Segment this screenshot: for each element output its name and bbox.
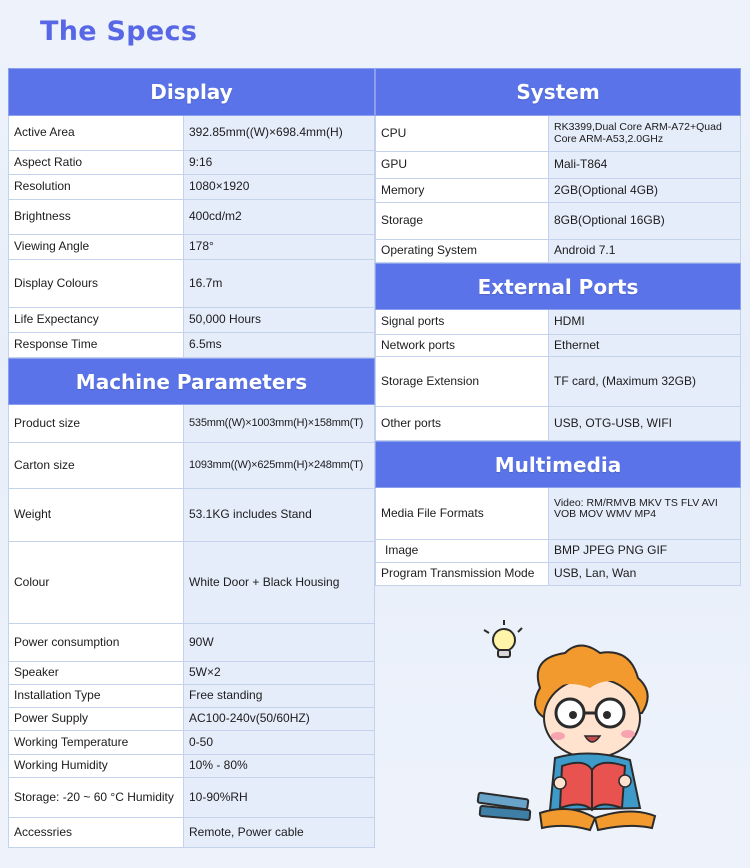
spec-row (375, 335, 741, 357)
spec-value: RK3399,Dual Core ARM-A72+Quad Core ARM-A53,2.0GHz (549, 116, 741, 152)
spec-label: Aspect Ratio (8, 151, 184, 175)
book-stack-icon (478, 793, 531, 821)
spec-label: Display Colours (8, 260, 184, 308)
spec-value: 9:16 (184, 151, 375, 175)
spec-value: 16.7m (184, 260, 375, 308)
machine-parameters-section-header: Machine Parameters (8, 358, 375, 405)
spec-value: HDMI (549, 310, 741, 335)
spec-label: Other ports (375, 407, 549, 441)
spec-row (8, 151, 375, 175)
spec-label: Weight (8, 489, 184, 542)
spec-value: 10-90%RH (184, 778, 375, 818)
spec-label: Response Time (8, 333, 184, 358)
spec-label: Working Humidity (8, 755, 184, 778)
spec-row (8, 308, 375, 333)
spec-label: Installation Type (8, 685, 184, 708)
spec-value: 53.1KG includes Stand (184, 489, 375, 542)
external-ports-section-header: External Ports (375, 263, 741, 310)
spec-row (8, 489, 375, 542)
spec-value: AC100-240v(50/60HZ) (184, 708, 375, 731)
spec-value: 1093mm((W)×625mm(H)×248mm(T) (184, 443, 375, 489)
spec-label: Viewing Angle (8, 235, 184, 260)
spec-value: 8GB(Optional 16GB) (549, 203, 741, 240)
spec-value: 50,000 Hours (184, 308, 375, 333)
spec-row (8, 542, 375, 624)
page-title: The Specs (40, 16, 198, 47)
spec-row (375, 563, 741, 586)
spec-row (375, 357, 741, 407)
spec-value: 0-50 (184, 731, 375, 755)
spec-value: 1080×1920 (184, 175, 375, 200)
spec-row (8, 624, 375, 662)
spec-value: White Door + Black Housing (184, 542, 375, 624)
spec-row (8, 260, 375, 308)
spec-label: Image (375, 540, 549, 563)
spec-value: Video: RM/RMVB MKV TS FLV AVI VOB MOV WMV MP4 (549, 488, 741, 540)
spec-label: Program Transmission Mode (375, 563, 549, 586)
spec-label: Life Expectancy (8, 308, 184, 333)
spec-row (375, 203, 741, 240)
spec-value: 90W (184, 624, 375, 662)
spec-label: Media File Formats (375, 488, 549, 540)
spec-label: Network ports (375, 335, 549, 357)
spec-label: Memory (375, 179, 549, 203)
spec-value: USB, OTG-USB, WIFI (549, 407, 741, 441)
spec-label: Signal ports (375, 310, 549, 335)
spec-row (8, 333, 375, 358)
spec-row (375, 407, 741, 441)
spec-row (8, 116, 375, 151)
spec-value: Android 7.1 (549, 240, 741, 263)
spec-row (8, 175, 375, 200)
spec-row (8, 708, 375, 731)
spec-row (375, 310, 741, 335)
spec-value: 2GB(Optional 4GB) (549, 179, 741, 203)
spec-row (8, 755, 375, 778)
spec-label: Product size (8, 405, 184, 443)
spec-row (8, 778, 375, 818)
spec-label: Operating System (375, 240, 549, 263)
spec-label: Speaker (8, 662, 184, 685)
display-section-header: Display (8, 68, 375, 116)
spec-label: Active Area (8, 116, 184, 151)
spec-row (8, 443, 375, 489)
spec-row (8, 662, 375, 685)
spec-value: 535mm((W)×1003mm(H)×158mm(T) (184, 405, 375, 443)
spec-value: Free standing (184, 685, 375, 708)
spec-row (375, 179, 741, 203)
spec-label: Storage Extension (375, 357, 549, 407)
multimedia-section-header: Multimedia (375, 441, 741, 488)
spec-value: USB, Lan, Wan (549, 563, 741, 586)
spec-value: 10% - 80% (184, 755, 375, 778)
spec-row (375, 116, 741, 152)
spec-row (8, 685, 375, 708)
spec-row (375, 240, 741, 263)
spec-value: 392.85mm((W)×698.4mm(H) (184, 116, 375, 151)
spec-row (375, 540, 741, 563)
reading-kid-illustration (470, 618, 670, 833)
spec-label: GPU (375, 152, 549, 179)
spec-label: Working Temperature (8, 731, 184, 755)
lightbulb-icon (484, 620, 522, 657)
spec-value: 178° (184, 235, 375, 260)
spec-label: Brightness (8, 200, 184, 235)
system-section-header: System (375, 68, 741, 116)
spec-value: 400cd/m2 (184, 200, 375, 235)
spec-value: Mali-T864 (549, 152, 741, 179)
spec-value: Ethernet (549, 335, 741, 357)
spec-value: BMP JPEG PNG GIF (549, 540, 741, 563)
spec-label: Resolution (8, 175, 184, 200)
spec-value: 6.5ms (184, 333, 375, 358)
spec-row (8, 818, 375, 848)
right-spec-column (375, 68, 741, 586)
spec-row (8, 405, 375, 443)
spec-label: Accessries (8, 818, 184, 848)
spec-row (375, 488, 741, 540)
spec-label: CPU (375, 116, 549, 152)
spec-value: TF card, (Maximum 32GB) (549, 357, 741, 407)
spec-row (8, 731, 375, 755)
spec-label: Carton size (8, 443, 184, 489)
spec-label: Power Supply (8, 708, 184, 731)
spec-label: Storage: -20 ~ 60 °C Humidity (8, 778, 184, 818)
spec-label: Storage (375, 203, 549, 240)
spec-label: Power consumption (8, 624, 184, 662)
spec-label: Colour (8, 542, 184, 624)
spec-row (8, 235, 375, 260)
spec-value: Remote, Power cable (184, 818, 375, 848)
left-spec-column (8, 68, 375, 848)
spec-row (375, 152, 741, 179)
spec-value: 5W×2 (184, 662, 375, 685)
spec-row (8, 200, 375, 235)
